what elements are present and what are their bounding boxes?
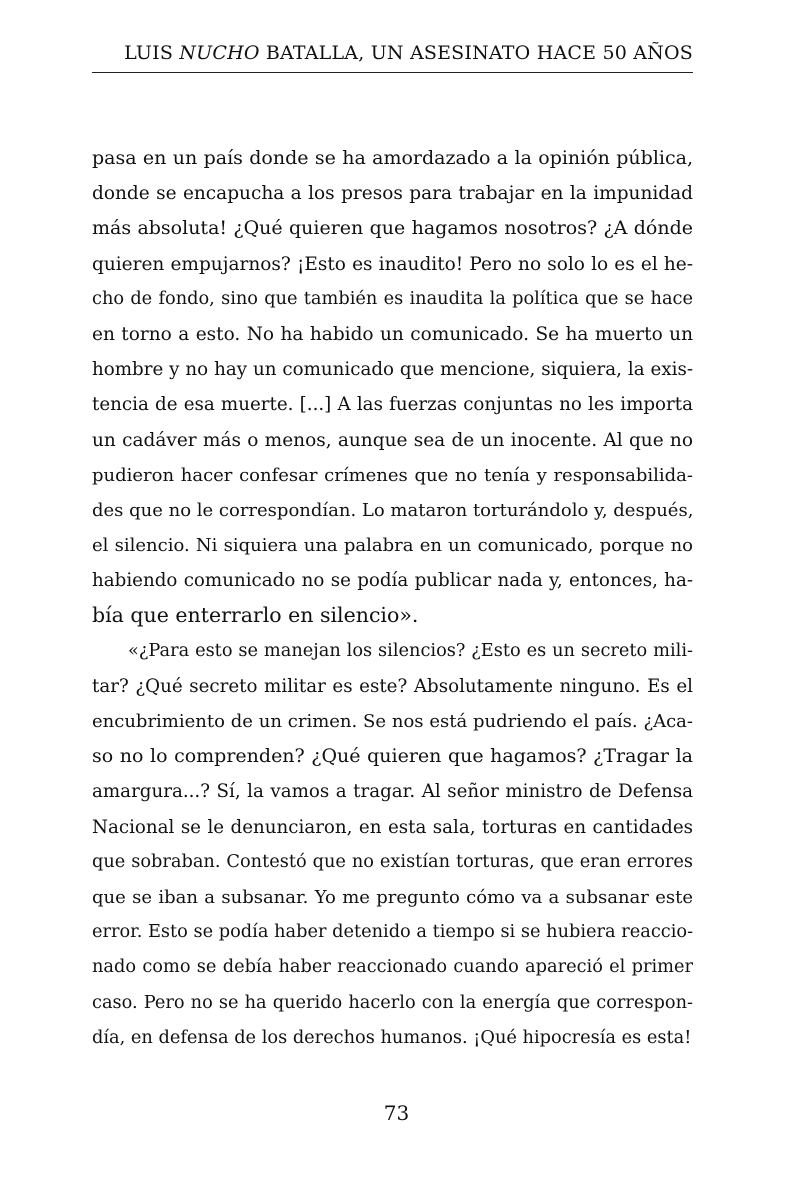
text-line: día, en defensa de los derechos humanos. ¡Qué hipocresía es esta!	[92, 1027, 692, 1048]
header-title-rest: BATALLA, UN ASESINATO HACE 50 AÑOS	[259, 42, 693, 64]
text-line: error. Esto se podía haber detenido a tiempo si se hubiera reaccio-	[92, 922, 694, 943]
text-line: que sobraban. Contestó que no existían torturas, que eran errores	[92, 851, 693, 872]
text-line: quieren empujarnos? ¡Esto es inaudito! Pero no solo lo es el he-	[92, 253, 693, 275]
text-line: «¿Para esto se manejan los silencios? ¿Esto es un secreto mili-	[128, 640, 693, 661]
header-rule	[92, 72, 693, 73]
text-line: en torno a esto. No ha habido un comunicado. Se ha muerto un	[92, 323, 693, 345]
text-line: amargura...? Sí, la vamos a tragar. Al señor ministro de Defensa	[92, 781, 693, 803]
text-line: encubrimiento de un crimen. Se nos está pudriendo el país. ¿Aca-	[92, 711, 693, 732]
text-line: so no lo comprenden? ¿Qué quieren que hagamos? ¿Tragar la	[92, 745, 693, 768]
text-line: tar? ¿Qué secreto militar es este? Absolutamente ninguno. Es el	[92, 675, 693, 697]
text-line: el silencio. Ni siquiera una palabra en un comunicado, porque no	[92, 535, 693, 557]
text-line: bía que enterrarlo en silencio».	[92, 603, 419, 628]
text-line: Nacional se le denunciaron, en esta sala, torturas en cantidades	[92, 816, 693, 838]
text-line: más absoluta! ¿Qué quieren que hagamos nosotros? ¿A dónde	[92, 217, 693, 240]
text-line: donde se encapucha a los presos para trabajar en la impunidad	[92, 183, 693, 205]
paragraph	[92, 141, 693, 634]
text-line: habiendo comunicado no se podía publicar nada y, entonces, ha-	[92, 570, 693, 592]
body-text	[92, 141, 693, 1056]
text-line: des que no le correspondían. Lo mataron torturándolo y, después,	[92, 499, 694, 521]
text-line: hombre y no hay un comunicado que mencione, siquiera, la exis-	[92, 359, 693, 381]
page-number: 73	[383, 1101, 410, 1125]
text-line: tencia de esa muerte. [...] A las fuerzas conjuntas no les importa	[92, 394, 693, 416]
running-header	[90, 42, 693, 64]
text-line: que se iban a subsanar. Yo me pregunto cómo va a subsanar este	[92, 886, 693, 908]
text-line: cho de fondo, sino que también es inaudita la política que se hace	[92, 288, 693, 309]
text-line: un cadáver más o menos, aunque sea de un inocente. Al que no	[92, 429, 693, 451]
text-line: pudieron hacer confesar crímenes que no tenía y responsabilida-	[92, 464, 693, 486]
text-line: pasa en un país donde se ha amordazado a la opinión pública,	[92, 147, 693, 169]
header-author-first: LUIS	[124, 42, 180, 64]
text-line: caso. Pero no se ha querido hacerlo con la energía que correspon-	[92, 992, 693, 1013]
header-author-nickname: NUCHO	[179, 42, 260, 64]
text-line: nado como se debía haber reaccionado cuando apareció el primer	[92, 957, 693, 978]
paragraph	[92, 634, 693, 1056]
